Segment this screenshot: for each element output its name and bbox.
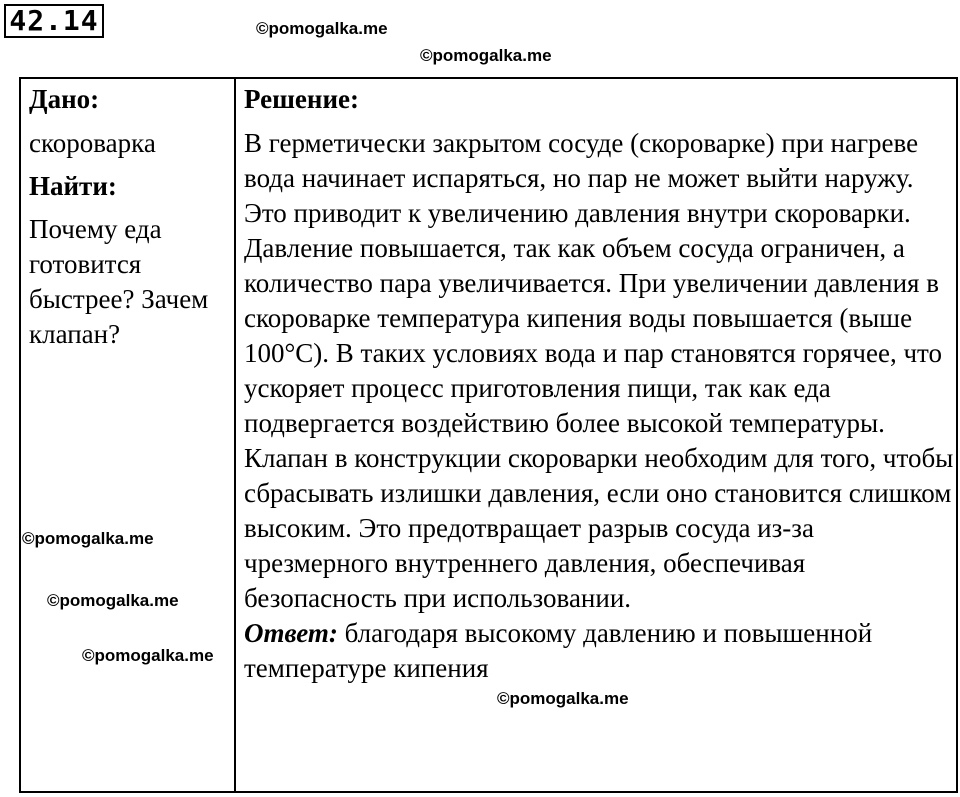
answer-label: Ответ:: [244, 618, 338, 648]
watermark: ©pomogalka.me: [47, 591, 179, 610]
watermark: ©pomogalka.me: [497, 689, 629, 708]
watermark: ©pomogalka.me: [22, 529, 154, 548]
solution-paragraph-2: Клапан в конструкции скороварки необходим для того, чтобы сбрасывать излишки давления, если оно становится слишком высоким. Это предотвращает разрыв сосуда из-за чрезмерного внутреннего давления, обеспечивая безопасность при использовании.: [244, 443, 954, 613]
given-value: скороварка: [29, 128, 156, 158]
watermark: ©pomogalka.me: [256, 19, 388, 38]
solution-heading: Решение:: [244, 84, 359, 114]
find-heading: Найти:: [29, 171, 117, 201]
find-question: Почему еда готовится быстрее? Зачем клапан?: [29, 214, 209, 349]
column-divider: [234, 77, 236, 793]
solution-column: [244, 82, 956, 686]
answer-text: благодаря высокому давлению и повышенной температуре кипения: [244, 618, 873, 683]
given-heading: Дано:: [29, 84, 100, 114]
problem-number: 42.14: [4, 4, 104, 38]
solution-paragraph-1: В герметически закрытом сосуде (скороварке) при нагреве вода начинает испаряться, но пар не может выйти наружу. Это приводит к увеличению давления внутри скороварки. Давление повышается, так как объем сосуда ограничен, а количество пара увеличивается. При увеличении давления в скороварке температура кипения воды повышается (выше 100°С). В таких условиях вода и пар становятся горячее, что ускоряет процесс приготовления пищи, так как еда подвергается воздействию более высокой температуры.: [244, 128, 942, 438]
given-column: [29, 82, 229, 352]
watermark: ©pomogalka.me: [82, 646, 214, 665]
watermark: ©pomogalka.me: [420, 46, 552, 65]
answer: [244, 616, 956, 686]
